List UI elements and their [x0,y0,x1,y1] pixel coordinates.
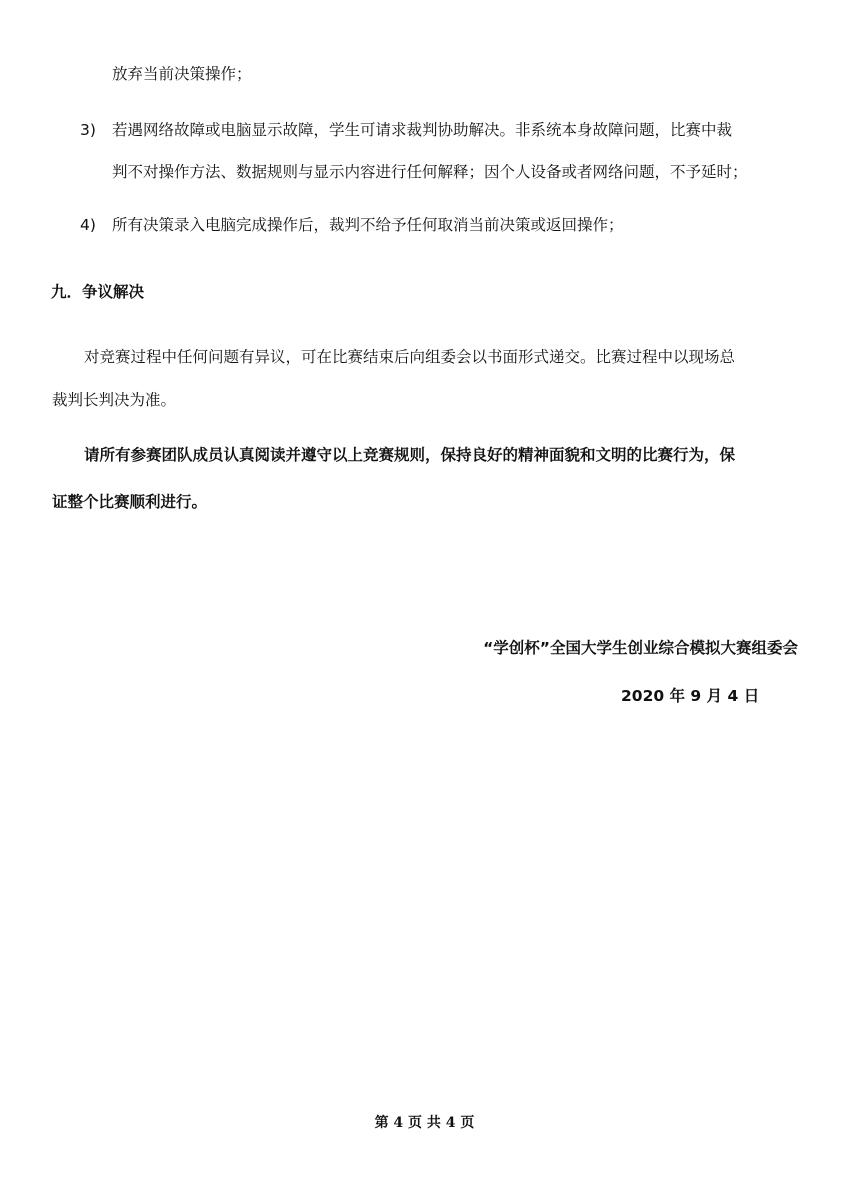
list-item-text-line: 若遇网络故障或电脑显示故障，学生可请求裁判协助解决。非系统本身故障问题，比赛中裁 [112,121,733,139]
list-item-2-continuation: 放弃当前决策操作； [112,65,252,83]
paragraph-line: 对竞赛过程中任何问题有异议，可在比赛结束后向组委会以书面形式递交。比赛过程中以现场总 [84,348,736,366]
section-heading: 九．争议解决 [51,283,145,301]
signature-organization: “学创杯”全国大学生创业综合模拟大赛组委会 [483,639,798,657]
list-item-text-line: 判不对操作方法、数据规则与显示内容进行任何解释；因个人设备或者网络问题，不予延时； [112,163,748,181]
list-number: 4) [80,216,96,234]
list-item-text-line: 所有决策录入电脑完成操作后，裁判不给予任何取消当前决策或返回操作； [112,216,624,234]
list-number: 3) [80,121,96,139]
page-footer: 第 4 页 共 4 页 [374,1115,475,1131]
paragraph-line: 证整个比赛顺利进行。 [52,493,208,511]
paragraph-line: 裁判长判决为准。 [52,391,177,409]
paragraph-line: 请所有参赛团队成员认真阅读并遵守以上竞赛规则，保持良好的精神面貌和文明的比赛行为，保 [84,446,736,464]
signature-date: 2020 年 9 月 4 日 [621,687,760,705]
